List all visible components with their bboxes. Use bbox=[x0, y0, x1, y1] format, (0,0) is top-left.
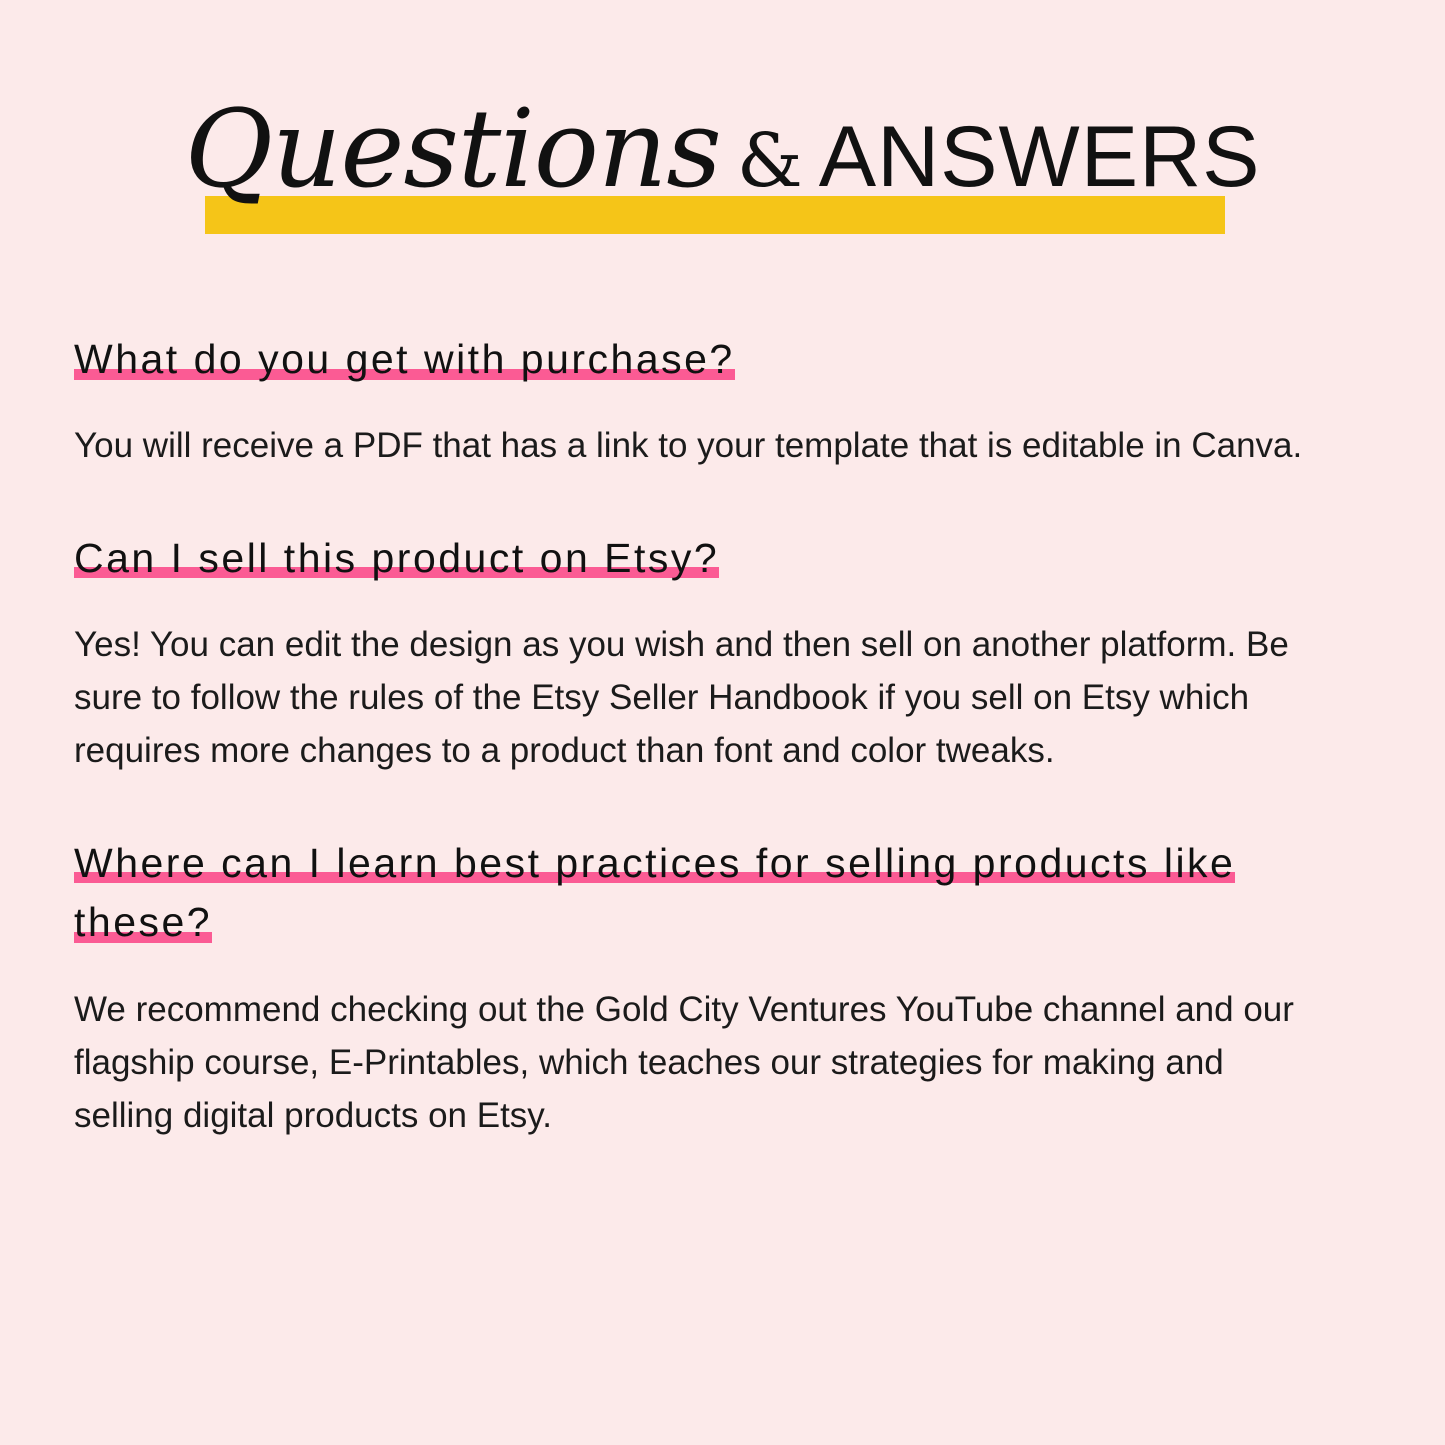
faq-question-wrap bbox=[74, 834, 1329, 953]
faq-answer: We recommend checking out the Gold City Ventures YouTube channel and our flagship course, E-Printables, which teaches our strategies for making and selling digital products on Etsy. bbox=[74, 989, 1294, 1135]
title-ampersand: & bbox=[736, 118, 803, 204]
faq-item bbox=[74, 330, 1329, 473]
title-script-word: Questions bbox=[184, 87, 721, 212]
page-title-block bbox=[0, 0, 1445, 286]
faq-answer: You will receive a PDF that has a link to your template that is editable in Canva. bbox=[74, 426, 1303, 466]
faq-answer: Yes! You can edit the design as you wish and then sell on another platform. Be sure to follow the rules of the Etsy Seller Handbook if you sell on Etsy which requires more changes to a product than font and color tweaks. bbox=[74, 625, 1289, 771]
faq-question: Can I sell this product on Etsy? bbox=[74, 534, 720, 581]
faq-item bbox=[74, 529, 1329, 778]
faq-item bbox=[74, 834, 1329, 1142]
title-caps-word: ANSWERS bbox=[818, 109, 1261, 205]
faq-list bbox=[74, 330, 1329, 1142]
faq-question: What do you get with purchase? bbox=[74, 336, 735, 382]
faq-question-wrap bbox=[74, 529, 1329, 588]
faq-question-wrap bbox=[74, 330, 1329, 389]
page-title bbox=[184, 87, 1261, 212]
faq-question: Where can I learn best practices for selling products like these? bbox=[74, 839, 1236, 946]
